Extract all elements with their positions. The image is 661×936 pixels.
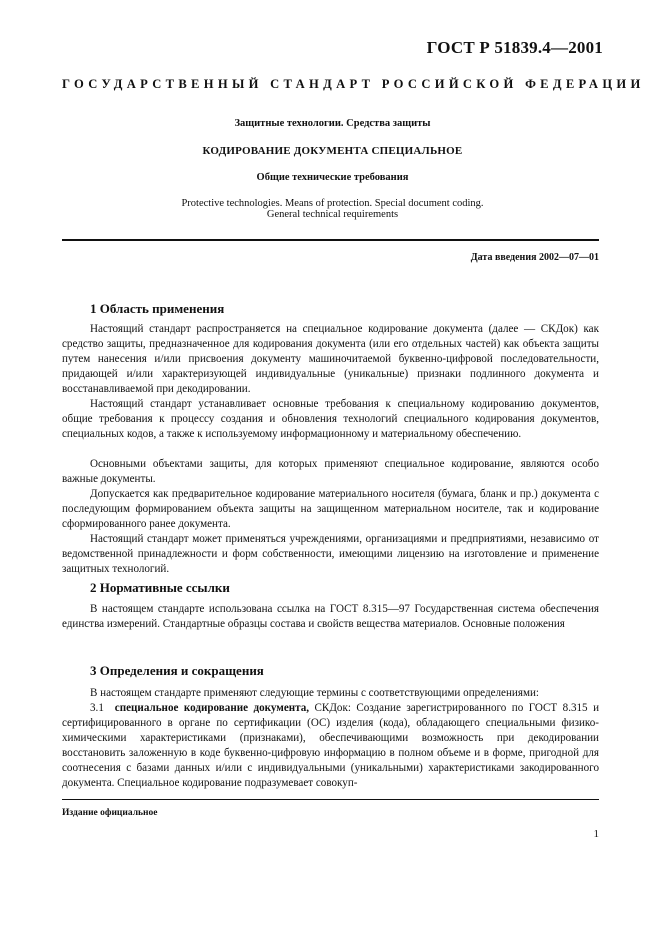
definition-term: специальное кодирование документа,: [114, 702, 310, 714]
page-number: 1: [593, 828, 599, 840]
section-1-paragraph-4: Допускается как предварительное кодирование материального носителя (бумага, бланк и пр.) документа с последующим формированием объекта защиты на защищенном материальном носителе, так и кодирование сформированного ранее документа.: [62, 488, 599, 530]
document-title: КОДИРОВАНИЕ ДОКУМЕНТА СПЕЦИАЛЬНОЕ: [202, 145, 463, 157]
document-subtitle: Защитные технологии. Средства защиты: [234, 118, 431, 129]
english-title-line-1: Protective technologies. Means of protection. Special document coding.: [181, 198, 484, 209]
official-edition-label: Издание официальное: [62, 808, 158, 818]
section-3-paragraph-1: В настоящем стандарте применяют следующие термины с соответствующими определениями:: [90, 687, 539, 699]
section-2-paragraph-1: В настоящем стандарте использована ссылка на ГОСТ 8.315—97 Государственная система обеспечения единства измерений. Стандартные образцы состава и свойств вещества материалов. Основные положения: [62, 603, 599, 630]
english-title: [62, 198, 603, 220]
section-2-heading: 2 Нормативные ссылки: [90, 580, 230, 595]
state-standard-heading: ГОСУДАРСТВЕННЫЙ СТАНДАРТ РОССИЙСКОЙ ФЕДЕРАЦИИ: [62, 77, 645, 91]
title-divider: [62, 239, 599, 241]
definition-3-1: [62, 701, 599, 791]
english-title-line-2: General technical requirements: [266, 209, 399, 220]
document-subtitle-2: Общие технические требования: [256, 172, 409, 183]
section-1-paragraph-5: Настоящий стандарт может применяться учреждениями, организациями и предприятиями, независимо от ведомственной принадлежности и форм собственности, имеющими лицензию на изготовление и применение защитных технологий.: [62, 533, 599, 575]
section-1-paragraph-1: Настоящий стандарт распространяется на специальное кодирование документа (далее — СКДок) как средство защиты, предназначенное для кодирования документа (или его отдельных частей) как объекта защиты путем нанесения и/или присвоения документу машиночитаемой буквенно-цифровой последовательности, придающей и/или характеризующей индивидуальные (уникальные) признаки подлинного документа и восстанавливаемой при декодировании.: [62, 323, 599, 395]
footer-divider: [62, 799, 599, 800]
definition-text: СКДок: Создание зарегистрированного по ГОСТ 8.315 и сертифицированного в органе по сертификации (ОС) изделия (кода), обладающего специальными физико-химическими характеристиками (признаками), обеспечивающими возможность при декодировании восстановить заложенную в коде буквенно-цифровую информацию в полном объеме и в форме, пригодной для соотнесения с базами данных и/или с индивидуальными (уникальными) характеристиками закодированного документа. Специальное кодирование подразумевает совокуп-: [62, 702, 600, 789]
section-3-heading: 3 Определения и сокращения: [90, 663, 264, 678]
section-1-paragraph-2: Настоящий стандарт устанавливает основные требования к специальному кодированию документов, общие требования к процессу создания и обновления технологий специального кодирования документов, специальных кодов, а также к используемому информационному и материальному обеспечению.: [62, 398, 599, 440]
section-1-paragraph-3: Основными объектами защиты, для которых применяют специальное кодирование, являются особо важные документы.: [62, 458, 599, 485]
gost-number: ГОСТ Р 51839.4—2001: [426, 38, 603, 57]
section-1-heading: 1 Область применения: [90, 301, 225, 316]
definition-number: 3.1: [90, 702, 104, 714]
introduction-date: Дата введения 2002—07—01: [470, 252, 599, 263]
